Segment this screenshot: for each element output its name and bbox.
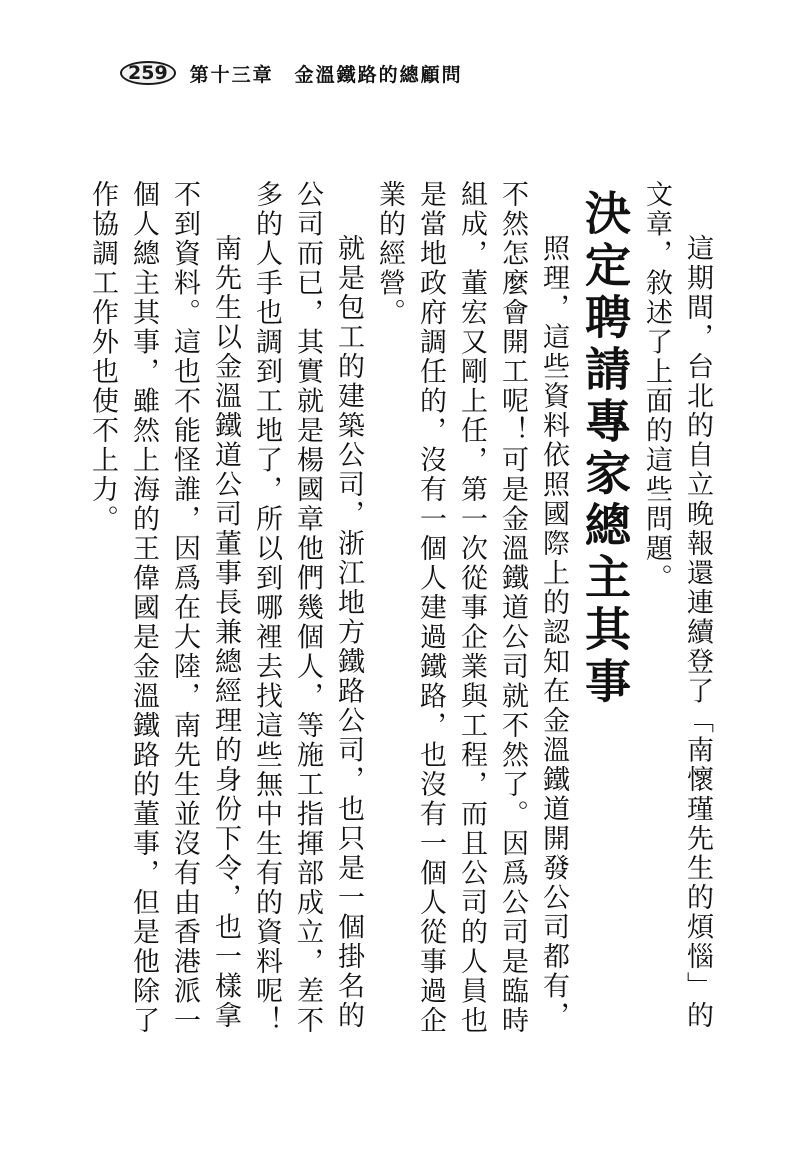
paragraph-1: 這期間，台北的自立晚報還連續登了「南懷瑾先生的煩惱」的文章，敘述了上面的這些問題。	[641, 180, 713, 1031]
chapter-title: 第十三章 金溫鐵路的總顧問	[189, 63, 463, 86]
paragraph-4: 南先生以金溫鐵道公司董事長兼總經理的身份下令，也一樣拿不到資料。這也不能怪誰，因爲在大陸，南先生並沒有由香港派一個人總主其事，雖然上海的王偉國是金溫鐵路的董事，但是他除了作協調工作外也使不上力。	[87, 180, 241, 1036]
page-header	[120, 58, 463, 88]
vertical-body-text	[87, 180, 718, 1040]
page-number: 259	[120, 61, 176, 85]
paragraph-2: 照理，這些資料依照國際上的認知在金溫鐵道開發公司都有，不然怎麼會開工呢！可是金溫鐵道公司就不然了。因爲公司是臨時組成，董宏又剛上任，第一次從事企業與工程，而且公司的人員也是當地政府調任的，沒有一個人建過鐵路，也沒有一個人從事過企業的經營。	[374, 180, 569, 1036]
paragraph-3: 就是包工的建築公司，浙江地方鐵路公司，也只是一個掛名的公司而已，其實就是楊國章他們幾個人，等施工指揮部成立，差不多的人手也調到工地了，所以到哪裡去找這些無中生有的資料呢！	[251, 180, 364, 1036]
section-heading: 決定聘請專家總主其事	[578, 189, 632, 710]
